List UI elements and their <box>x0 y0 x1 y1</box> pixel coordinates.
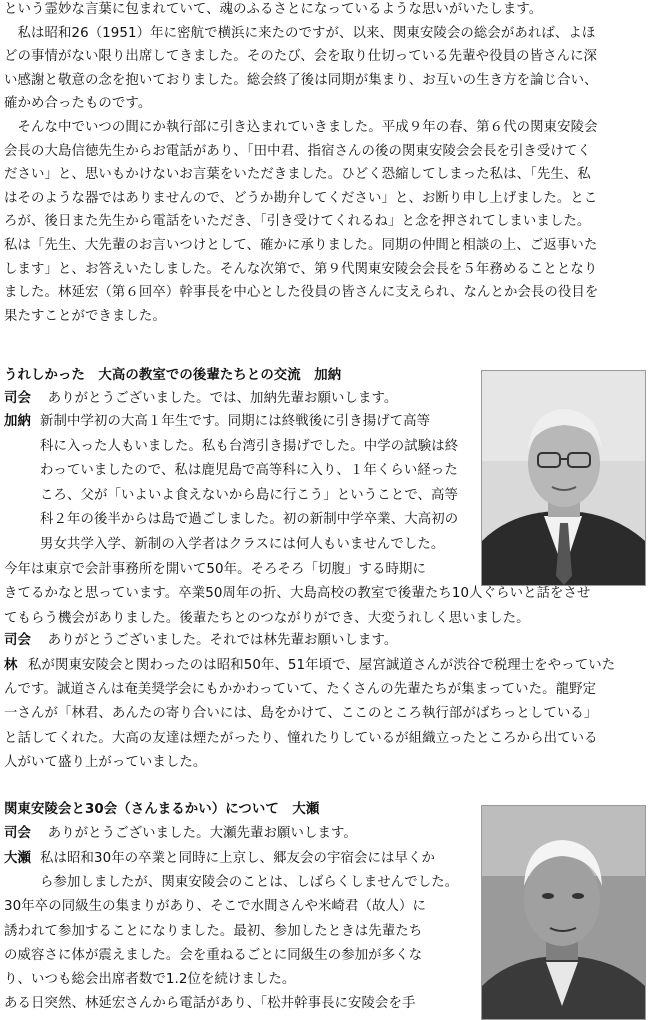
dialogue-text: ありがとうございました。大瀬先輩お願いします。 <box>47 826 357 841</box>
text-line: 今年は東京で会計事務所を開いて50年。そろそろ「切腹」する時期に <box>4 561 426 577</box>
text-line: い感謝と敬意の念を抱いておりました。総会終了後は同期が集まり、お互いの生き方を論じ合い、 <box>4 72 598 88</box>
text-line: 新制中学初の大高１年生です。同期には終戦後に引き揚げて高等 <box>40 414 431 429</box>
speaker-label: 司会 <box>4 633 31 648</box>
text-line: 私は「先生、大先輩のお言いつけとして、確かに承りました。同期の仲間と相談の上、ご返事いた <box>4 238 598 253</box>
text-line: ころ、父が「いよいよ食えないから島に行こう」ということで、高等 <box>40 487 458 503</box>
dialogue-text: ありがとうございました。では、加納先輩お願いします。 <box>47 391 398 406</box>
text-line: はそのような器ではありませんので、どうか勘弁してください」と、お断り申し上げました。とこ <box>4 190 598 206</box>
text-line: わっていましたので、私は鹿児島で高等科に入り、１年くらい経った <box>40 463 458 479</box>
text-line: します」と、お答えいたしました。そんな次第で、第９代関東安陵会会長を５年務めることとなり <box>4 261 598 277</box>
text-line: 科２年の後半からは島で過ごしました。初の新制中学卒業、大高初の <box>40 512 459 528</box>
text-line: 確かめ合ったものです。 <box>4 96 152 112</box>
text-line: ました。林延宏（第６回卒）幹事長を中心とした役員の皆さんに支えられ、なんとか会長の役目を <box>4 285 599 301</box>
text-line: 誘われて参加することになりました。最初、参加したときは先輩たち <box>4 923 423 939</box>
text-line: てもらう機会がありました。後輩たちとのつながりができ、大変うれしく思いました。 <box>4 610 530 626</box>
text-line: 果たすことができました。 <box>4 308 166 324</box>
portrait-photo-kano <box>481 370 646 586</box>
text-line: 私は昭和26（1951）年に密航で横浜に来たのですが、以来、関東安陵会の総会があれば、よほ <box>4 25 596 41</box>
text-line: と話してくれた。大高の友達は煙たがったり、憧れたりしているが組織立ったところから出ている <box>4 730 598 746</box>
text-line: ろが、後日また先生から電話をいただき、「引き受けてくれるね」と念を押されてしまいました。 <box>4 214 591 230</box>
speaker-label: 司会 <box>4 391 31 406</box>
section-heading-kano: うれしかった 大高の教室での後輩たちとの交流 加納 <box>4 368 342 383</box>
text-line: どの事情がない限り出席してきました。そのたび、会を取り仕切っている先輩や役員の皆さんに深 <box>4 49 598 65</box>
portrait-photo-ose <box>481 805 646 1020</box>
speaker-label-kano: 加納 <box>4 414 31 429</box>
section-heading-ose: 関東安陵会と30会（さんまるかい）について 大瀬 <box>4 802 320 817</box>
text-line: の威容さに体が震えました。会を重ねるごとに同級生の参加が多くな <box>4 947 423 963</box>
text-line: 私は昭和30年の卒業と同時に上京し、郷友会の宇宿会には早くか <box>40 851 435 866</box>
text-line: 私が関東安陵会と関わったのは昭和50年、51年頃で、屋宮誠道さんが渋谷で税理士をやっていた <box>28 658 616 673</box>
text-line: という霊妙な言葉に包まれていて、魂のふるさとになっているような思いがいたします。 <box>4 2 543 17</box>
text-line: り、いつも総会出席者数で1.2位を続けました。 <box>4 972 296 987</box>
text-line: きてるかなと思っています。卒業50周年の折、大島高校の教室で後輩たち10人ぐらいと話をさせ <box>4 586 591 602</box>
text-line: ら参加しましたが、関東安陵会のことは、しばらくしませんでした。 <box>40 875 459 891</box>
speaker-label: 司会 <box>4 826 31 841</box>
text-line: 科に入った人もいました。私も台湾引き揚げでした。中学の試験は終 <box>40 438 459 454</box>
speaker-label-hayashi: 林 <box>4 658 18 673</box>
text-line: 男女共学入学、新制の入学者はクラスには何人もいませんでした。 <box>40 537 445 552</box>
dialogue-text: ありがとうございました。それでは林先輩お願いします。 <box>47 633 398 648</box>
dialogue-moderator <box>4 390 397 408</box>
text-line: 会長の大島信徳先生からお電話があり、「田中君、指宿さんの後の関東安陵会会長を引き受けてく <box>4 143 591 159</box>
dialogue-moderator-2 <box>4 632 397 650</box>
dialogue-moderator-3 <box>4 825 357 843</box>
text-line: そんな中でいつの間にか執行部に引き込まれていきました。平成９年の春、第６代の関東安陵会 <box>4 120 598 135</box>
text-line: んです。誠道さんは奄美奨学会にもかかわっていて、たくさんの先輩たちが集まっていた。龍野定 <box>4 682 597 698</box>
text-line: 人がいて盛り上がっていました。 <box>4 754 207 770</box>
text-line: ある日突然、林延宏さんから電話があり、「松井幹事長に安陵会を手 <box>4 996 416 1012</box>
text-line: 30年卒の同級生の集まりがあり、そこで水間さんや米崎君（故人）に <box>4 899 426 915</box>
text-line: 一さんが「林君、あんたの寄り合いには、島をかけて、ここのところ執行部がばちっとしている」 <box>4 706 598 722</box>
speaker-label-ose: 大瀬 <box>4 851 31 866</box>
text-line: ださい」と、思いもかけないお言葉をいただきました。ひどく恐縮してしまった私は、「先生、私 <box>4 167 591 183</box>
